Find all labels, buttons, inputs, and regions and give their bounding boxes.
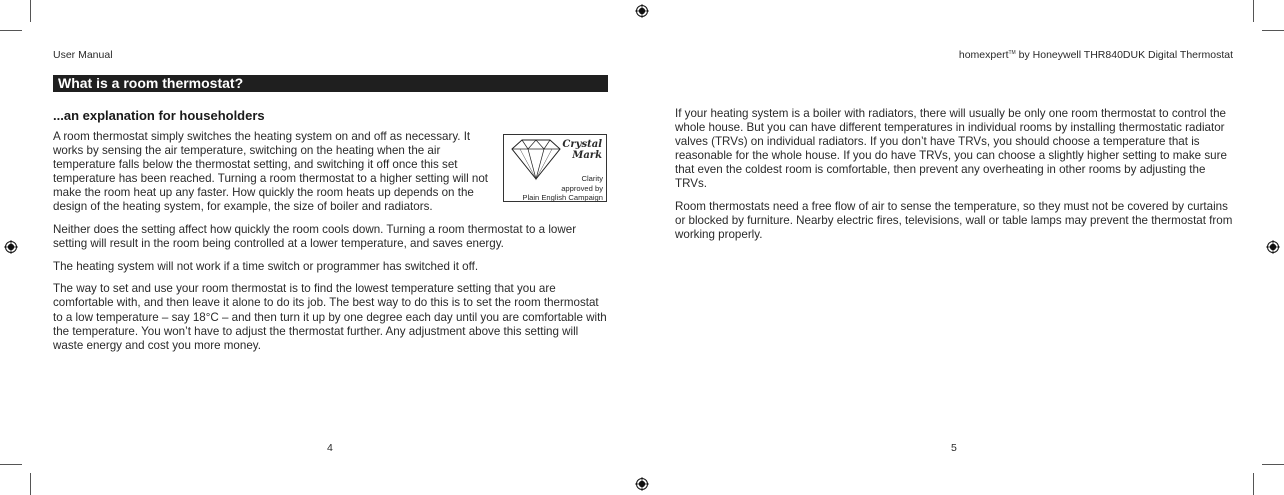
crop-mark <box>1253 473 1254 495</box>
crop-mark <box>1262 30 1284 31</box>
paragraph: Room thermostats need a free flow of air to sense the temperature, so they must not be covered by curtains or blocked by furniture. Nearby electric fires, televisions, wall or table lamps may prevent the thermostat from working properly. <box>675 200 1233 242</box>
running-header-left: User Manual <box>53 49 113 61</box>
crystal-mark-caption: Clarity approved by Plain English Campaign <box>522 174 603 202</box>
paragraph: A room thermostat simply switches the heating system on and off as necessary. It works by sensing the air temperature, switching on the heating when the air temperature falls below the thermostat setting, and switching it off once this set temperature has been reached. Turning a room thermostat to a higher setting will not make the room heat up any faster. How quickly the room heats up depends on the design of the heating system, for example, the size of boiler and radiators. <box>53 130 489 214</box>
crop-mark <box>30 0 31 22</box>
section-title: What is a room thermostat? <box>53 75 608 92</box>
page-number: 4 <box>327 442 333 454</box>
paragraph: The way to set and use your room thermostat is to find the lowest temperature setting that you are comfortable with, and then leave it alone to do its job. The best way to do this is to set the room thermostat to a low temperature – say 18°C – and then turn it up by one degree each day until you are comfortable with the temperature. You won’t have to adjust the thermostat further. Any adjustment above this setting will waste energy and cost you more money. <box>53 282 607 352</box>
product-name: by Honeywell THR840DUK Digital Thermostat <box>1015 49 1233 61</box>
registration-mark-icon <box>635 477 649 491</box>
registration-mark-icon <box>635 4 649 18</box>
right-page-body <box>675 107 1235 251</box>
page-number: 5 <box>951 442 957 454</box>
brand-name: homexpert <box>958 49 1009 61</box>
paragraph: The heating system will not work if a time switch or programmer has switched it off. <box>53 259 479 273</box>
crystal-mark-title: Crystal Mark <box>562 139 602 161</box>
trademark-mark: TM <box>1008 50 1016 56</box>
paragraph: Neither does the setting affect how quickly the room cools down. Turning a room thermostat to a lower setting will result in the room being controlled at a lower temperature, and saves energy. <box>53 223 577 251</box>
crop-mark <box>1262 464 1284 465</box>
registration-mark-icon <box>1266 240 1280 254</box>
crop-mark <box>0 464 22 465</box>
paragraph: If your heating system is a boiler with radiators, there will usually be only one room thermostat to control the whole house. But you can have different temperatures in individual rooms by installing thermostatic radiator valves (TRVs) on individual radiators. If you don’t have TRVs, you should choose a temperature that is reasonable for the whole house. If you do have TRVs, you can choose a slightly higher setting to make sure that even the coldest room is comfortable, then prevent any overheating in other rooms by adjusting the TRVs. <box>675 107 1227 191</box>
crop-mark <box>1253 0 1254 22</box>
crop-mark <box>0 30 22 31</box>
running-header-right <box>959 49 1233 61</box>
crystal-mark-badge <box>503 134 607 202</box>
section-subtitle: ...an explanation for householders <box>53 108 265 123</box>
crop-mark <box>30 473 31 495</box>
registration-mark-icon <box>4 240 18 254</box>
